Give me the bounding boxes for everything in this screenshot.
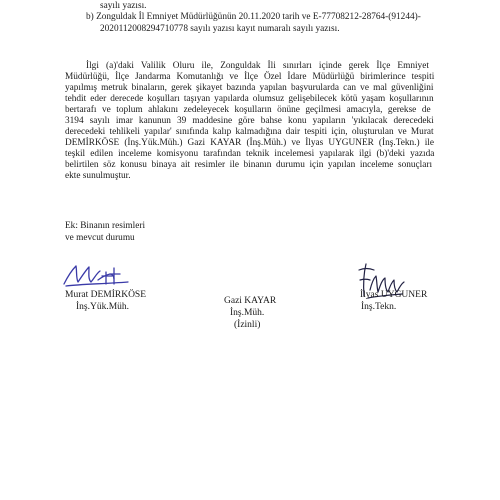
reference-b-line-1: b) Zonguldak İl Emniyet Müdürlüğünün 20.11.2020 tarih ve E-77708212-28764-(91244)-: [86, 12, 421, 22]
body-line: bertarafı ve toplum ahlakını zedeleyecek koşulların önüne geçilmesi amacıyla, gerekse de: [65, 105, 431, 115]
signatory-1-name: Murat DEMİRKÖSE: [65, 290, 147, 300]
attachments-item: ve mevcut durumu: [65, 233, 135, 243]
body-line: belirtilen söz konusu binaya ait resimler ile binanın durumu için yapılan inceleme sonuçları: [65, 160, 433, 170]
handwritten-signature-1: [62, 262, 132, 290]
body-line: yapılmış metruk binaların, gerek şikayet bazında yapılan başvurularda can ve mal güvenliğini: [65, 83, 434, 93]
signatory-3-title: İnş.Tekn.: [361, 302, 397, 312]
body-line: teşkil edilen inceleme komisyonu tarafından teknik incelemesi yapılarak ilgi (b)'deki yazıda: [65, 149, 435, 159]
body-line: İlgi (a)'daki Valilik Oluru ile, Zonguldak İli sınırları içinde gerek İlçe Emniyet: [86, 61, 429, 71]
signatory-3-name: İlyas UYGUNER: [360, 290, 428, 300]
body-line: Müdürlüğü, İlçe Jandarma Komutanlığı ve İlçe Özel İdare Müdürlüğü birimlerince tespiti: [65, 72, 435, 82]
signatory-2-note: (İzinli): [234, 320, 261, 330]
body-line: tehdit eder derecede koşulları taşıyan yapılarda olumsuz gelişebilecek kötü yaşam koşullarının: [65, 94, 434, 104]
signatory-2-name: Gazi KAYAR: [224, 296, 277, 306]
body-line: 3194 sayılı imar kanunun 39 maddesine göre bahse konu yapıların 'yıkılacak derecedeki: [65, 116, 434, 126]
body-line: derecedeki tehlikeli yapılar' sınıfında kalıp kalmadığına dair tespiti için, oluşturulan ve Murat: [65, 127, 434, 137]
reference-a-continuation: sayılı yazısı.: [100, 1, 147, 11]
signatory-1-title: İnş.Yük.Müh.: [76, 302, 130, 312]
attachments-heading: Ek: Binanın resimleri: [65, 221, 146, 231]
reference-b-line-2: 2020112008294710778 sayılı yazısı kayıt numaralı sayılı yazısı.: [100, 24, 340, 34]
body-line: DEMİRKÖSE (İnş.Yük.Müh.) Gazi KAYAR (İnş.Müh.) ve İlyas UYGUNER (İnş.Tekn.) ile: [65, 138, 434, 148]
signatory-2-title: İnş.Müh.: [230, 308, 265, 318]
body-line: ekte sunulmuştur.: [65, 171, 131, 181]
